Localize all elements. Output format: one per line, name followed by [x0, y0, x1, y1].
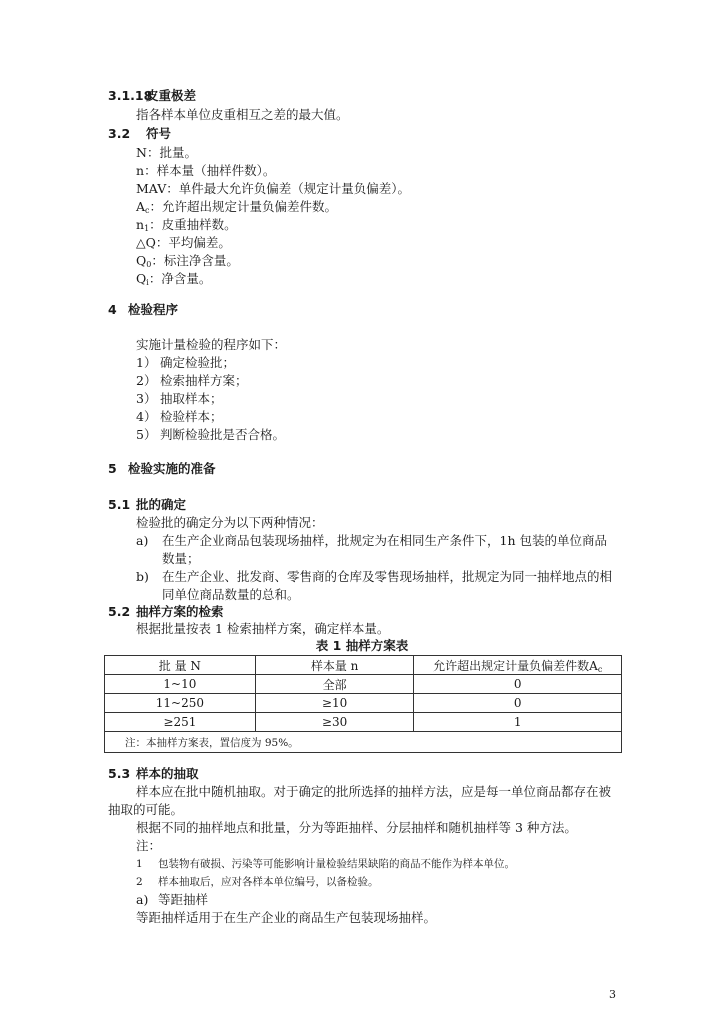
method-a-text: 等距抽样适用于在生产企业的商品生产包装现场抽样。: [136, 910, 437, 925]
header-sample-size: 样本量 n: [255, 656, 414, 675]
note-label: 注：: [136, 838, 162, 853]
table-header-row: [105, 656, 622, 675]
note-item: 1 包装物有破损、污染等可能影响计量检验结果缺陷的商品不能作为样本单位。: [136, 858, 515, 870]
section-5-3-para2: 根据不同的抽样地点和批量，分为等距抽样、分层抽样和随机抽样等 3 种方法。: [136, 820, 577, 835]
symbol-line: MAV：单件最大允许负偏差（规定计量负偏差）。: [136, 181, 410, 196]
table-row: 11~250 ≥10 0: [105, 694, 622, 713]
section-5-3-para1-cont: 抽取的可能。: [108, 802, 184, 817]
section-3-1-18-heading: 3.1.18皮重极差: [108, 88, 197, 103]
case-b-line-cont: 同单位商品数量的总和。: [162, 587, 300, 602]
header-allowed-count: 允许超出规定计量负偏差件数$A_c$: [414, 656, 622, 675]
section-3-1-18-text: 指各样本单位皮重相互之差的最大值。: [136, 107, 349, 122]
symbol-line: △Q：平均偏差。: [136, 235, 231, 250]
case-b-line: b) 在生产企业、批发商、零售商的仓库及零售现场抽样，批规定为同一抽样地点的相: [136, 569, 613, 584]
section-5-2-text: 根据批量按表 1 检索抽样方案，确定样本量。: [136, 621, 390, 636]
sampling-plan-table: [104, 655, 622, 753]
procedure-step: 3） 抽取样本；: [136, 391, 223, 406]
procedure-step: 2） 检索抽样方案；: [136, 373, 248, 388]
section-4-heading: 4 检验程序: [108, 302, 179, 317]
note-item: 2 样本抽取后，应对各样本单位编号，以备检验。: [136, 876, 379, 888]
symbol-line: N：批量。: [136, 145, 197, 160]
section-4-intro: 实施计量检验的程序如下：: [136, 337, 287, 352]
symbol-line: $Q_i$：净含量。: [136, 271, 212, 287]
symbol-line: $A_c$：允许超出规定计量负偏差件数。: [136, 199, 338, 215]
procedure-step: 4） 检验样本；: [136, 409, 223, 424]
case-a-line-cont: 数量；: [162, 551, 200, 566]
symbol-line: $n_1$：皮重抽样数。: [136, 217, 237, 233]
table-note-row: [105, 732, 622, 753]
section-5-3-heading: 5.3 样本的抽取: [108, 766, 199, 781]
symbol-line: $Q_0$：标注净含量。: [136, 253, 239, 269]
procedure-step: 5） 判断检验批是否合格。: [136, 427, 286, 442]
table-caption: 表 1 抽样方案表: [315, 638, 409, 653]
section-5-3-para1: 样本应在批中随机抽取。对于确定的批所选择的抽样方法，应是每一单位商品都存在被: [136, 784, 612, 799]
symbol-line: n：样本量（抽样件数）。: [136, 163, 276, 178]
section-5-1-heading: 5.1 批的确定: [108, 497, 187, 512]
section-3-2-heading: 3.2 符号: [108, 126, 172, 141]
case-a-line: a) 在生产企业商品包装现场抽样，批规定为在相同生产条件下，1h 包装的单位商品: [136, 533, 607, 548]
section-5-heading: 5 检验实施的准备: [108, 461, 216, 476]
section-5-2-heading: 5.2 抽样方案的检索: [108, 604, 224, 619]
table-note: 注：本抽样方案表，置信度为 95%。: [105, 732, 622, 753]
header-lot-size: 批 量 N: [105, 656, 256, 675]
section-5-1-intro: 检验批的确定分为以下两种情况：: [136, 515, 324, 530]
table-row: 1~10 全部 0: [105, 675, 622, 694]
method-a-heading: a) 等距抽样: [136, 892, 209, 907]
page-number: 3: [609, 988, 616, 1001]
procedure-step: 1） 确定检验批；: [136, 355, 236, 370]
table-row: ≥251 ≥30 1: [105, 713, 622, 732]
